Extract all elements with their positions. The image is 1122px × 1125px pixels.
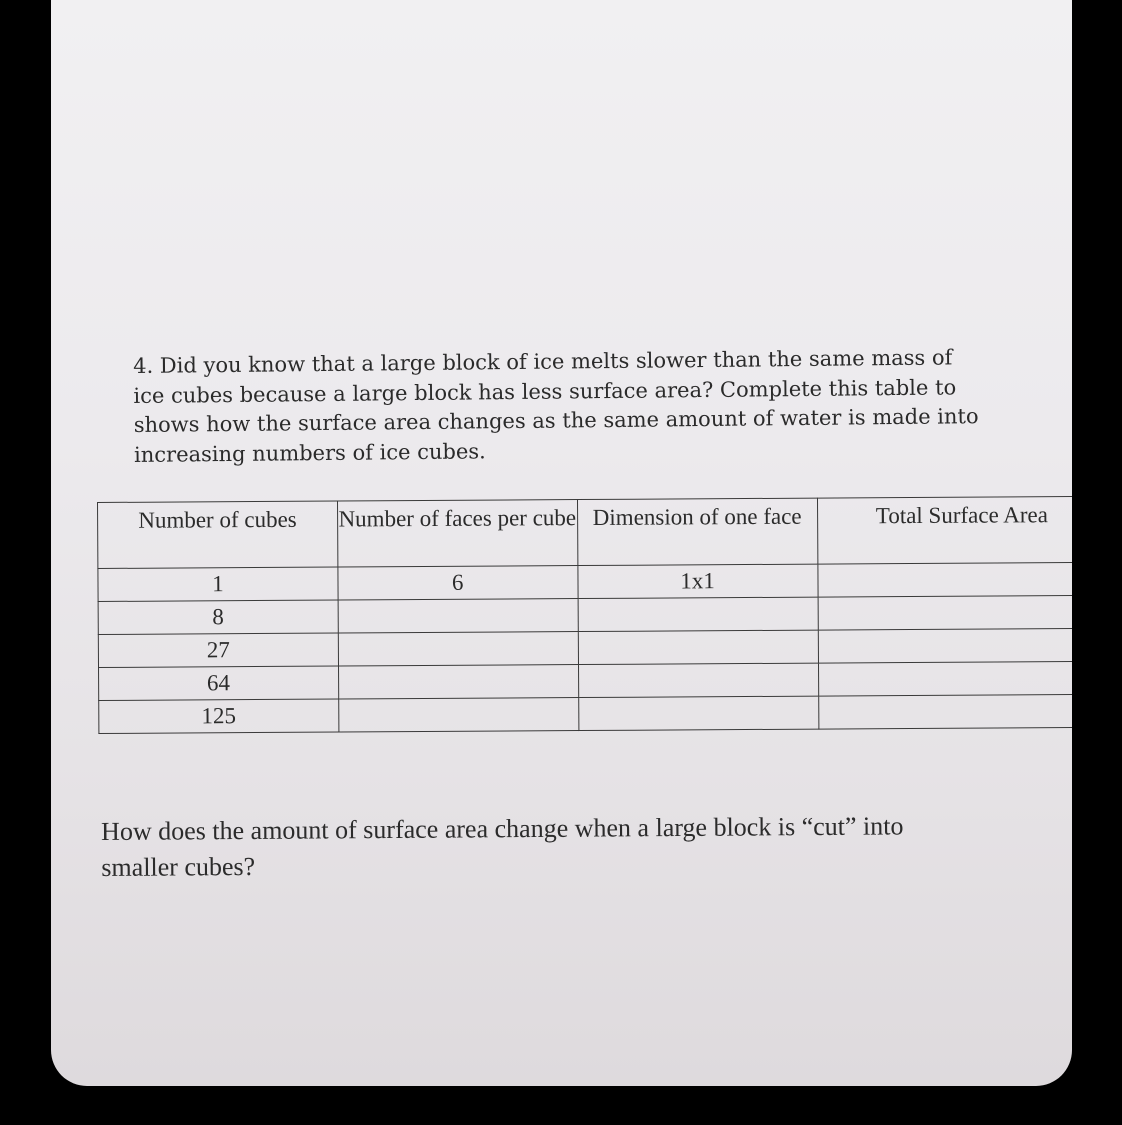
cell-dimension: 1x1 <box>577 564 817 598</box>
table-row <box>99 694 1072 733</box>
worksheet-page <box>51 0 1072 1086</box>
header-number-of-faces: Number of faces per cube <box>337 500 577 567</box>
cell-cubes: 27 <box>98 633 338 667</box>
question-text: 4. Did you know that a large block of ice melts slower than the same mass of ice cubes because a large block has less surface area? Complete this table to shows how the surface area changes as the same amount of water is made into increasing numbers of ice cubes. <box>133 345 979 467</box>
cell-faces <box>339 698 579 732</box>
cell-total-area <box>818 628 1072 663</box>
cell-cubes: 8 <box>98 600 338 634</box>
cell-total-area <box>817 562 1072 597</box>
cell-total-area <box>818 694 1072 729</box>
cell-total-area <box>818 661 1072 696</box>
followup-question: How does the amount of surface area change when a large block is “cut” into smaller cubes? <box>101 811 904 882</box>
table-container <box>97 502 1072 747</box>
cell-dimension <box>578 630 818 664</box>
header-total-surface-area: Total Surface Area <box>817 496 1072 564</box>
cell-cubes: 125 <box>99 699 339 733</box>
surface-area-table <box>97 496 1072 734</box>
cell-dimension <box>578 597 818 631</box>
header-number-of-cubes: Number of cubes <box>98 501 338 568</box>
cell-faces <box>338 665 578 699</box>
cell-total-area <box>818 595 1072 630</box>
table-header-row <box>98 496 1072 568</box>
cell-cubes: 1 <box>98 567 338 601</box>
cell-cubes: 64 <box>99 666 339 700</box>
cell-faces: 6 <box>338 566 578 600</box>
cell-faces <box>338 632 578 666</box>
header-dimension-of-face: Dimension of one face <box>577 498 817 565</box>
cell-faces <box>338 599 578 633</box>
cell-dimension <box>578 696 818 730</box>
cell-dimension <box>578 663 818 697</box>
